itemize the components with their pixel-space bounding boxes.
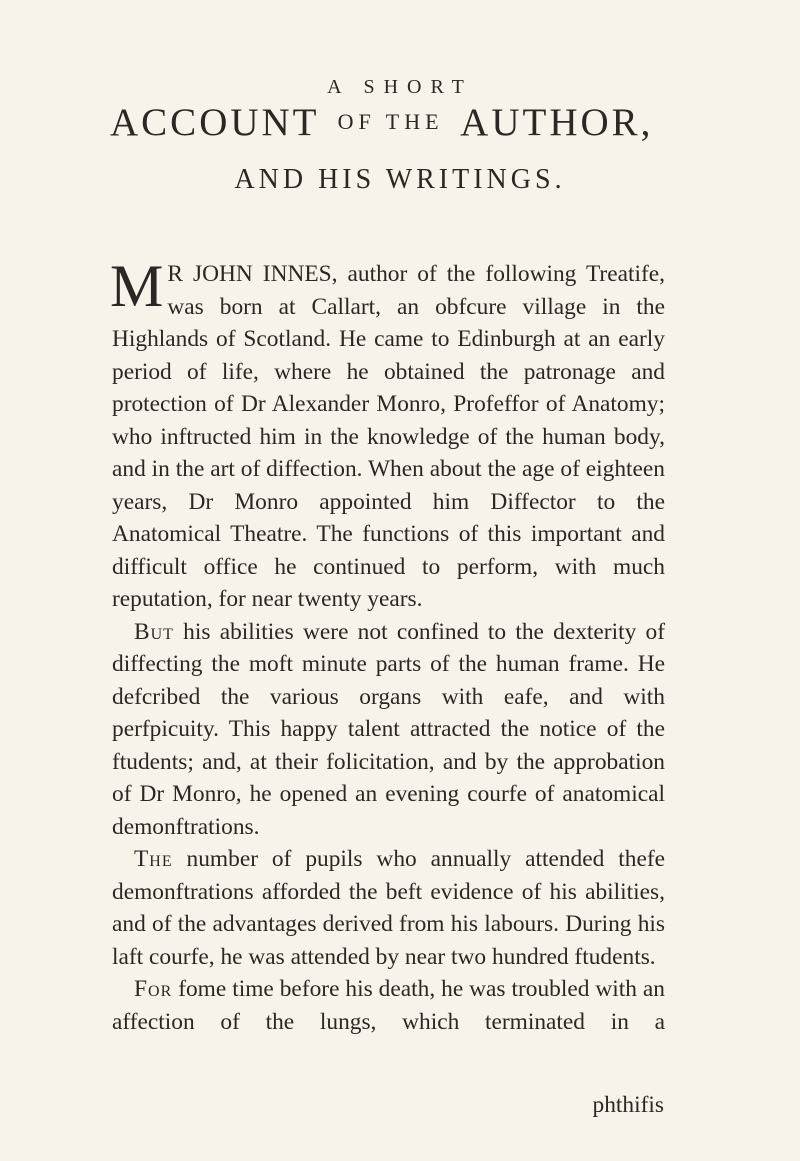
paragraph-1-text: R JOHN INNES, author of the following Treatife, was born at Callart, an obfcure village in the Highlands of Scotland. He came to Edinburgh at an early period of life, where he obtained the patronage and protection of Dr Alexander Monro, Profeffor of Anatomy; who inftructed him in the knowledge of the human body, and in the art of diffection. When about the age of eighteen years, Dr Monro appointed him Diffector to the Anatomical Theatre. The functions of this important and difficult office he continued to perform, with much reputation, for near twenty years. xyxy=(112,261,665,612)
paragraph-4-text: fome time before his death, he was troubled with an affection of the lungs, which terminated in a xyxy=(112,976,665,1035)
heading-title-account: ACCOUNT xyxy=(110,101,319,144)
paragraph-2-text: his abilities were not confined to the dexterity of diffecting the moft minute parts of the human frame. He defcribed the various organs with eafe, and with perfpicuity. This happy talent attracted the notice of the ftudents; and, at their folicitation, and by the approbation of Dr Monro, he opened an evening courfe of anatomical demonftrations. xyxy=(112,618,665,840)
heading-title xyxy=(110,100,665,145)
paragraph-4-lead: For xyxy=(134,976,173,1002)
paragraph-1 xyxy=(110,253,665,616)
heading-title-author: AUTHOR, xyxy=(460,101,654,144)
paragraph-2 xyxy=(112,616,665,844)
heading-subtitle: AND HIS WRITINGS. xyxy=(234,164,566,195)
paragraph-2-lead: But xyxy=(134,618,174,645)
paragraph-3-text: number of pupils who annually attended thefe demonftrations afforded the beft evidence of his abilities, and of the advantages derived from his labours. During his laft courfe, he was attended by near two hundred ftudents. xyxy=(112,846,665,970)
catchword: phthifis xyxy=(592,1092,664,1118)
paragraph-4 xyxy=(112,973,665,1038)
body-text xyxy=(110,253,665,1038)
paragraph-3-lead: The xyxy=(134,846,173,872)
drop-cap: M xyxy=(110,253,164,319)
heading-title-of-the: OF THE xyxy=(337,109,444,134)
paragraph-3 xyxy=(112,843,665,973)
heading-a-short: A SHORT xyxy=(327,76,473,98)
